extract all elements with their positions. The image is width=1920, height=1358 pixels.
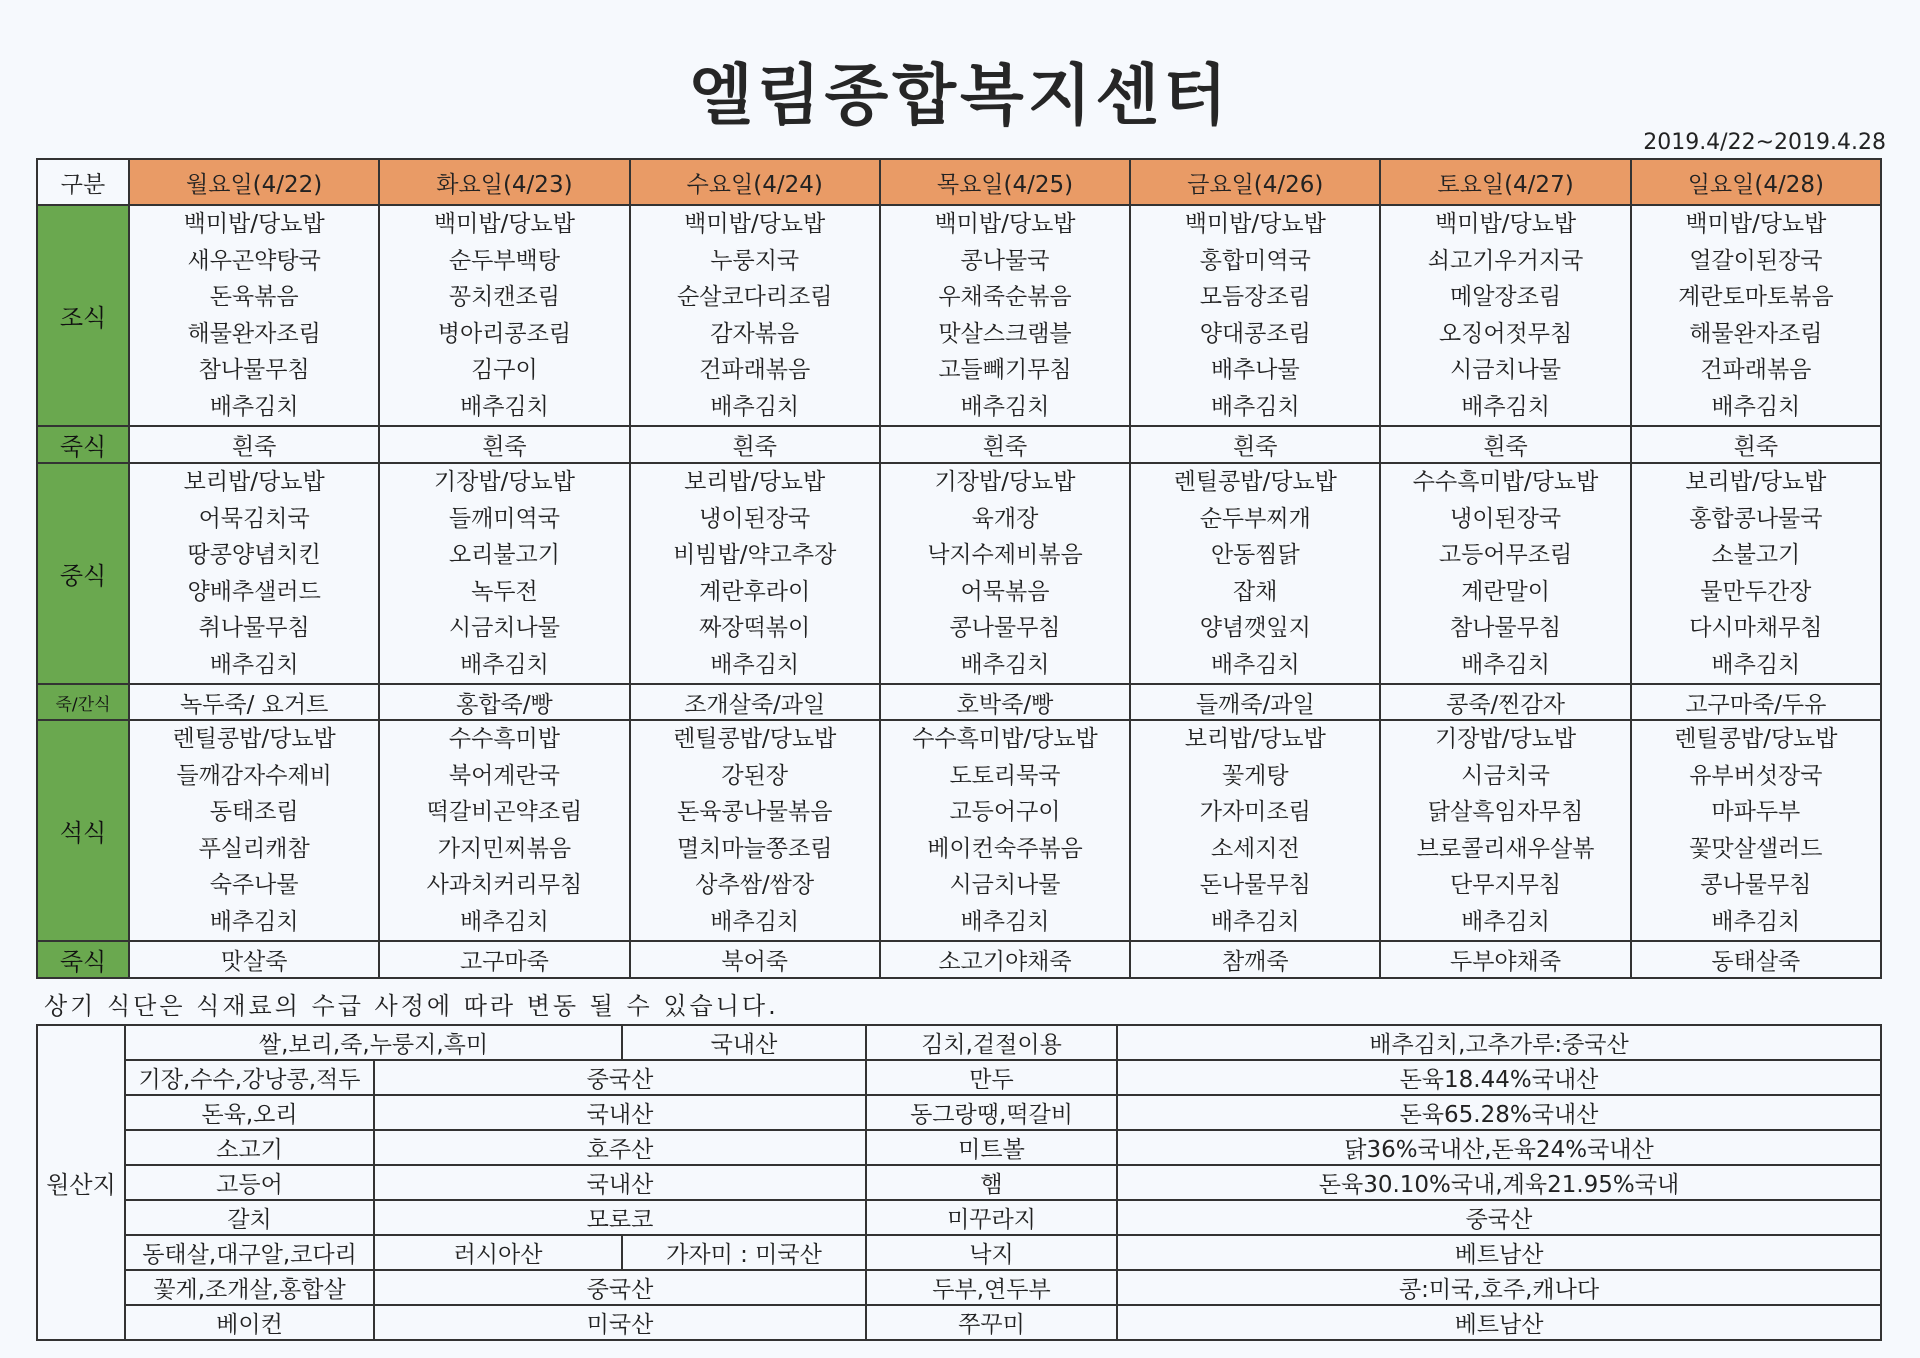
menu-item: 브로콜리새우살볶 — [1416, 835, 1595, 862]
origin-item: 미꾸라지 — [866, 1200, 1117, 1235]
menu-item: 새우곤약탕국 — [187, 247, 321, 274]
menu-item: 땅콩양념치킨 — [187, 542, 321, 568]
menu-item: 흰죽 — [1130, 426, 1380, 463]
menu-item: 배추김치 — [960, 393, 1050, 420]
origin-label: 원산지 — [37, 1025, 125, 1340]
menu-item: 흰죽 — [379, 426, 629, 463]
origin-row — [37, 1130, 1881, 1165]
menu-item: 사과치커리무침 — [426, 872, 583, 898]
origin-country: 돈육18.44%국내산 — [1117, 1060, 1881, 1095]
origin-item: 돈육,오리 — [125, 1095, 374, 1130]
origin-country: 호주산 — [374, 1130, 866, 1165]
menu-period: 2019.4/22~2019.4.28 — [1643, 130, 1886, 155]
menu-item: 순살코다리조림 — [676, 284, 833, 310]
menu-item: 들깨감자수제비 — [176, 762, 332, 789]
menu-item: 콩나물국 — [960, 247, 1050, 274]
menu-item: 건파래볶음 — [1700, 357, 1812, 383]
menu-item: 기장밥/당뇨밥 — [934, 469, 1076, 495]
meal-cell — [1631, 205, 1881, 426]
origin-row — [37, 1025, 1881, 1060]
origin-country: 국내산 — [374, 1165, 866, 1200]
menu-item: 흰죽 — [880, 426, 1130, 463]
meal-category-label: 석식 — [37, 720, 129, 941]
menu-item: 맛살스크램블 — [938, 320, 1072, 347]
origin-country: 배추김치,고추가루:중국산 — [1117, 1025, 1881, 1060]
menu-item: 해물완자조림 — [1689, 320, 1823, 347]
menu-item: 흰죽 — [129, 426, 379, 463]
menu-item: 배추김치 — [960, 651, 1050, 678]
menu-item: 누룽지국 — [710, 247, 800, 274]
menu-item: 백미밥/당뇨밥 — [934, 211, 1076, 237]
menu-item: 오징어젓무침 — [1438, 320, 1573, 347]
menu-item: 조개살죽/과일 — [630, 684, 880, 720]
origin-item: 햄 — [866, 1165, 1117, 1200]
origin-item: 쌀,보리,죽,누룽지,흑미 — [125, 1025, 622, 1060]
meal-row — [37, 205, 1881, 426]
origin-item: 갈치 — [125, 1200, 374, 1235]
menu-item: 상추쌈/쌈장 — [695, 872, 815, 898]
menu-item: 떡갈비곤약조림 — [426, 799, 583, 825]
menu-item: 홍합미역국 — [1199, 247, 1311, 274]
origin-country: 국내산 — [374, 1095, 866, 1130]
meal-category-label: 죽식 — [37, 426, 129, 463]
menu-item: 메알장조림 — [1450, 284, 1562, 310]
menu-item: 꽁치캔조림 — [448, 284, 560, 310]
menu-item: 계란후라이 — [699, 578, 811, 605]
menu-item: 가자미조림 — [1199, 799, 1311, 825]
meal-category-label: 죽/간식 — [37, 684, 129, 720]
menu-item: 고들빼기무침 — [938, 357, 1072, 383]
menu-item: 배추김치 — [209, 651, 299, 678]
menu-item: 푸실리캐참 — [198, 835, 310, 862]
menu-item: 렌틸콩밥/당뇨밥 — [1674, 726, 1838, 752]
meal-category-label: 죽식 — [37, 941, 129, 978]
meal-cell — [379, 720, 629, 941]
meal-cell — [1380, 720, 1630, 941]
corner-label: 구분 — [37, 159, 129, 205]
meal-category-label: 조식 — [37, 205, 129, 426]
origin-country: 국내산 — [622, 1025, 866, 1060]
menu-item: 얼갈이된장국 — [1689, 247, 1823, 274]
menu-item: 김구이 — [471, 357, 538, 383]
meal-row — [37, 684, 1881, 720]
origin-row — [37, 1305, 1881, 1340]
menu-change-notice: 상기 식단은 식재료의 수급 사정에 따라 변동 될 수 있습니다. — [44, 992, 779, 1020]
menu-item: 오리불고기 — [448, 542, 560, 568]
menu-item: 닭살흑임자무침 — [1427, 799, 1584, 825]
meal-row — [37, 720, 1881, 941]
origin-country: 중국산 — [1117, 1200, 1881, 1235]
day-header: 토요일(4/27) — [1380, 159, 1630, 205]
menu-item: 육개장 — [971, 505, 1039, 532]
menu-item: 북어죽 — [630, 941, 880, 978]
day-header: 화요일(4/23) — [379, 159, 629, 205]
menu-item: 배추김치 — [1461, 651, 1550, 678]
meal-cell — [379, 205, 629, 426]
origin-item: 기장,수수,강낭콩,적두 — [125, 1060, 374, 1095]
menu-item: 렌틸콩밥/당뇨밥 — [1173, 469, 1337, 495]
meal-cell — [1631, 720, 1881, 941]
menu-item: 배추김치 — [1711, 651, 1801, 678]
page-title: 엘림종합복지센터 — [688, 57, 1232, 134]
meal-cell — [1130, 205, 1380, 426]
menu-item: 백미밥/당뇨밥 — [1685, 211, 1827, 237]
origin-country: 돈육65.28%국내산 — [1117, 1095, 1881, 1130]
menu-item: 시금치나물 — [448, 615, 560, 641]
meal-cell — [129, 720, 379, 941]
meal-cell — [1130, 720, 1380, 941]
menu-item: 배추나물 — [1210, 357, 1300, 383]
origin-country: 베트남산 — [1117, 1235, 1881, 1270]
origin-item: 미트볼 — [866, 1130, 1117, 1165]
menu-item: 보리밥/당뇨밥 — [183, 469, 325, 495]
meal-cell — [1631, 463, 1881, 684]
menu-item: 계란토마토볶음 — [1678, 284, 1834, 310]
meal-cell — [880, 720, 1130, 941]
menu-item: 꽃게탕 — [1221, 762, 1289, 789]
menu-item: 쇠고기우거지국 — [1427, 247, 1584, 274]
menu-item: 병아리콩조림 — [437, 320, 572, 347]
menu-item: 배추김치 — [1711, 393, 1801, 420]
menu-item: 배추김치 — [1461, 393, 1550, 420]
menu-item: 배추김치 — [459, 908, 549, 935]
meal-cell — [630, 463, 880, 684]
menu-item: 배추김치 — [710, 908, 800, 935]
menu-item: 안동찜닭 — [1210, 542, 1300, 568]
day-header: 금요일(4/26) — [1130, 159, 1380, 205]
origin-row — [37, 1235, 1881, 1270]
menu-item: 단무지무침 — [1450, 872, 1562, 898]
origin-country: 가자미 : 미국산 — [622, 1235, 866, 1270]
menu-item: 시금치나물 — [1450, 357, 1562, 383]
menu-item: 낙지수제비볶음 — [927, 542, 1083, 568]
menu-item: 홍합콩나물국 — [1689, 505, 1823, 532]
meal-cell — [1380, 463, 1630, 684]
menu-item: 멸치마늘쫑조림 — [676, 835, 833, 862]
origin-country: 콩:미국,호주,캐나다 — [1117, 1270, 1881, 1305]
menu-item: 두부야채죽 — [1380, 941, 1630, 978]
day-header: 월요일(4/22) — [129, 159, 379, 205]
menu-item: 수수흑미밥/당뇨밥 — [1412, 469, 1599, 495]
origin-item: 김치,겉절이용 — [866, 1025, 1117, 1060]
menu-item: 어묵김치국 — [198, 505, 310, 532]
menu-item: 보리밥/당뇨밥 — [1685, 469, 1827, 495]
day-header: 일요일(4/28) — [1631, 159, 1881, 205]
menu-item: 흰죽 — [630, 426, 880, 463]
menu-item: 배추김치 — [209, 908, 299, 935]
origin-row — [37, 1060, 1881, 1095]
origin-row — [37, 1165, 1881, 1200]
origin-country: 모로코 — [374, 1200, 866, 1235]
menu-item: 취나물무침 — [198, 615, 310, 641]
menu-item: 호박죽/빵 — [880, 684, 1130, 720]
menu-item: 양배추샐러드 — [187, 578, 321, 605]
menu-item: 고등어무조림 — [1438, 542, 1573, 568]
menu-item: 백미밥/당뇨밥 — [1435, 211, 1577, 237]
menu-item: 배추김치 — [1461, 908, 1550, 935]
origin-item: 꽃게,조개살,홍합살 — [125, 1270, 374, 1305]
menu-item: 수수흑미밥/당뇨밥 — [912, 726, 1098, 752]
menu-item: 동태살죽 — [1631, 941, 1881, 978]
origin-item: 두부,연두부 — [866, 1270, 1117, 1305]
meal-cell — [129, 205, 379, 426]
menu-item: 물만두간장 — [1700, 578, 1812, 605]
menu-item: 백미밥/당뇨밥 — [183, 211, 325, 237]
origin-country: 베트남산 — [1117, 1305, 1881, 1340]
menu-item: 모듬장조림 — [1199, 284, 1311, 310]
menu-item: 시금치나물 — [949, 872, 1061, 898]
menu-item: 배추김치 — [459, 393, 549, 420]
menu-item: 백미밥/당뇨밥 — [433, 211, 575, 237]
day-header: 목요일(4/25) — [880, 159, 1130, 205]
origin-item: 고등어 — [125, 1165, 374, 1200]
origin-item: 동그랑땡,떡갈비 — [866, 1095, 1117, 1130]
menu-item: 배추김치 — [710, 393, 800, 420]
meal-row — [37, 426, 1881, 463]
menu-item: 참나물무침 — [1450, 615, 1562, 641]
menu-item: 냉이된장국 — [699, 505, 811, 532]
origin-row — [37, 1095, 1881, 1130]
origin-country: 돈육30.10%국내,계육21.95%국내 — [1117, 1165, 1881, 1200]
origin-row — [37, 1200, 1881, 1235]
menu-item: 잡채 — [1233, 578, 1278, 605]
meal-cell — [129, 463, 379, 684]
menu-item: 들깨미역국 — [448, 505, 560, 532]
menu-header-row — [37, 159, 1881, 205]
menu-item: 콩나물무침 — [949, 615, 1061, 641]
menu-item: 소세지전 — [1210, 835, 1300, 862]
menu-item: 배추김치 — [1210, 908, 1300, 935]
menu-item: 순두부백탕 — [448, 247, 560, 274]
menu-item: 감자볶음 — [710, 320, 800, 347]
menu-item: 양념깻잎지 — [1199, 615, 1311, 641]
menu-item: 렌틸콩밥/당뇨밥 — [172, 726, 336, 752]
menu-item: 고구마죽 — [379, 941, 629, 978]
menu-item: 수수흑미밥 — [448, 726, 560, 752]
origin-country: 중국산 — [374, 1270, 866, 1305]
menu-item: 돈육볶음 — [209, 284, 299, 310]
menu-item: 기장밥/당뇨밥 — [433, 469, 575, 495]
menu-item: 다시마채무침 — [1689, 615, 1823, 641]
menu-item: 보리밥/당뇨밥 — [684, 469, 826, 495]
origin-country: 러시아산 — [374, 1235, 622, 1270]
menu-item: 도토리묵국 — [949, 762, 1061, 789]
meal-row — [37, 941, 1881, 978]
menu-item: 배추김치 — [459, 651, 549, 678]
origin-item: 쭈꾸미 — [866, 1305, 1117, 1340]
menu-item: 녹두전 — [471, 578, 538, 605]
meal-cell — [630, 720, 880, 941]
menu-item: 건파래볶음 — [699, 357, 811, 383]
menu-item: 북어계란국 — [448, 762, 560, 789]
origin-item: 동태살,대구알,코다리 — [125, 1235, 374, 1270]
menu-item: 들깨죽/과일 — [1130, 684, 1380, 720]
menu-item: 배추김치 — [1711, 908, 1801, 935]
menu-item: 해물완자조림 — [187, 320, 321, 347]
menu-item: 강된장 — [721, 762, 789, 789]
menu-item: 고등어구이 — [949, 799, 1061, 825]
meal-cell — [1380, 205, 1630, 426]
menu-item: 백미밥/당뇨밥 — [1184, 211, 1326, 237]
menu-item: 녹두죽/ 요거트 — [129, 684, 379, 720]
origin-country: 중국산 — [374, 1060, 866, 1095]
menu-item: 배추김치 — [960, 908, 1050, 935]
menu-item: 꽃맛살샐러드 — [1689, 835, 1823, 862]
menu-item: 기장밥/당뇨밥 — [1435, 726, 1577, 752]
menu-item: 동태조림 — [209, 799, 299, 825]
menu-item: 렌틸콩밥/당뇨밥 — [673, 726, 837, 752]
menu-item: 참나물무침 — [198, 357, 310, 383]
menu-item: 유부버섯장국 — [1689, 762, 1823, 789]
menu-item: 흰죽 — [1631, 426, 1881, 463]
menu-item: 양대콩조림 — [1199, 320, 1311, 347]
menu-item: 베이컨숙주볶음 — [927, 835, 1083, 862]
origin-item: 베이컨 — [125, 1305, 374, 1340]
origin-item: 만두 — [866, 1060, 1117, 1095]
menu-item: 맛살죽 — [129, 941, 379, 978]
origin-row — [37, 1270, 1881, 1305]
menu-item: 돈나물무침 — [1199, 872, 1311, 898]
origin-table — [36, 1024, 1882, 1341]
menu-item: 배추김치 — [1210, 393, 1300, 420]
day-header: 수요일(4/24) — [630, 159, 880, 205]
origin-country: 미국산 — [374, 1305, 866, 1340]
menu-item: 순두부찌개 — [1199, 505, 1311, 532]
menu-item: 마파두부 — [1711, 799, 1801, 825]
menu-item: 돈육콩나물볶음 — [676, 799, 833, 825]
menu-item: 가지민찌볶음 — [437, 835, 572, 862]
meal-category-label: 중식 — [37, 463, 129, 684]
origin-item: 낙지 — [866, 1235, 1117, 1270]
meal-cell — [880, 463, 1130, 684]
menu-item: 냉이된장국 — [1450, 505, 1562, 532]
menu-item: 콩죽/찐감자 — [1380, 684, 1630, 720]
menu-item: 소고기야채죽 — [880, 941, 1130, 978]
menu-item: 어묵볶음 — [960, 578, 1050, 605]
menu-item: 홍합죽/빵 — [379, 684, 629, 720]
menu-item: 계란말이 — [1461, 578, 1550, 605]
menu-item: 소불고기 — [1711, 542, 1801, 568]
menu-item: 비빔밥/약고추장 — [673, 542, 837, 568]
menu-item: 참깨죽 — [1130, 941, 1380, 978]
menu-item: 배추김치 — [1210, 651, 1300, 678]
origin-country: 닭36%국내산,돈육24%국내산 — [1117, 1130, 1881, 1165]
menu-item: 고구마죽/두유 — [1631, 684, 1881, 720]
meal-cell — [630, 205, 880, 426]
menu-item: 짜장떡볶이 — [699, 615, 811, 641]
meal-cell — [379, 463, 629, 684]
menu-item: 우채죽순볶음 — [938, 284, 1072, 310]
menu-item: 백미밥/당뇨밥 — [684, 211, 826, 237]
menu-item: 숙주나물 — [209, 872, 299, 898]
menu-item: 시금치국 — [1461, 762, 1550, 789]
menu-item: 콩나물무침 — [1700, 872, 1812, 898]
meal-cell — [1130, 463, 1380, 684]
meal-cell — [880, 205, 1130, 426]
menu-item: 배추김치 — [209, 393, 299, 420]
menu-item: 흰죽 — [1380, 426, 1630, 463]
meal-row — [37, 463, 1881, 684]
menu-item: 보리밥/당뇨밥 — [1184, 726, 1326, 752]
menu-item: 배추김치 — [710, 651, 800, 678]
origin-item: 소고기 — [125, 1130, 374, 1165]
weekly-menu-table — [36, 158, 1882, 979]
